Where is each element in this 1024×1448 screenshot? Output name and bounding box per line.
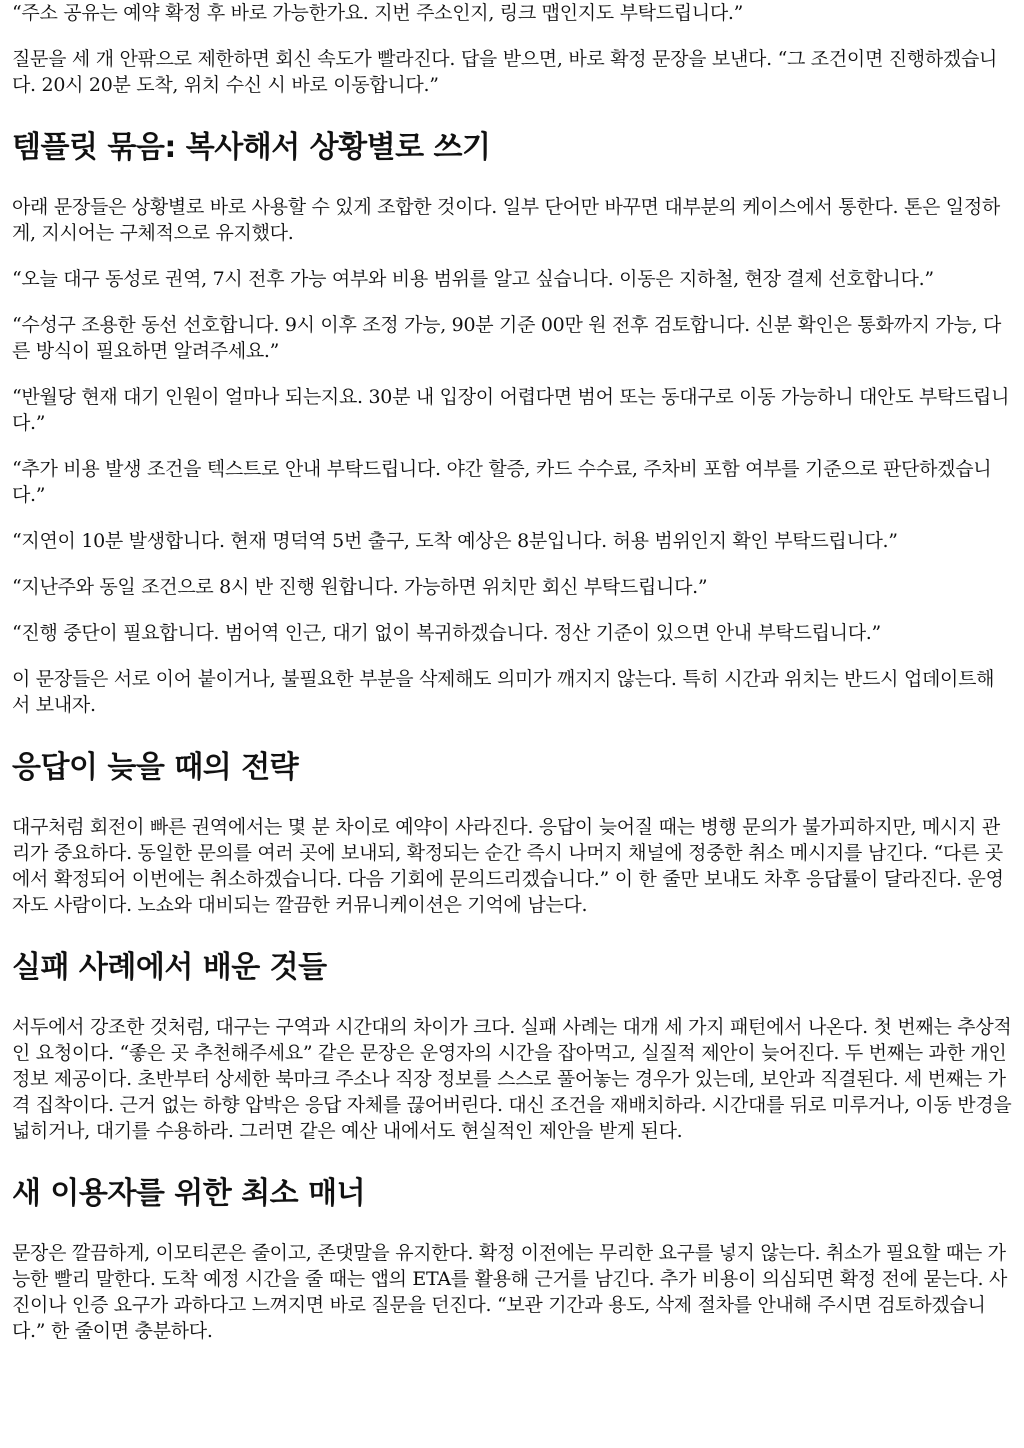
paragraph-templates-note: 이 문장들은 서로 이어 붙이거나, 불필요한 부분을 삭제해도 의미가 깨지지 않는다. 특히 시간과 위치는 반드시 업데이트해서 보내자. [12,668,995,716]
paragraph-templates-intro: 아래 문장들은 상황별로 바로 사용할 수 있게 조합한 것이다. 일부 단어만 바꾸면 대부분의 케이스에서 통한다. 톤은 일정하게, 지시어는 구체적으로 유지했다. [12,196,1000,244]
paragraph-failure-cases: 서두에서 강조한 것처럼, 대구는 구역과 시간대의 차이가 크다. 실패 사례는 대개 세 가지 패턴에서 나온다. 첫 번째는 추상적인 요청이다. “좋은 곳 추천해주세요” 같은 문장은 운영자의 시간을 잡아먹고, 실질적 제안이 늦어진다. 두 번째는 과한 개인정보 제공이다. 초반부터 상세한 북마크 주소나 직장 정보를 스스로 풀어놓는 경우가 있는데, 보안과 직결된다. 세 번째는 가격 집착이다. 근거 없는 하향 압박은 응답 자체를 끊어버린다. 대신 조건을 재배치하라. 시간대를 뒤로 미루거나, 이동 반경을 넓히거나, 대기를 수용하라. 그러면 같은 예산 내에서도 현실적인 제안을 받게 된다. [12,1016,1012,1142]
paragraph-limit-questions: 질문을 세 개 안팎으로 제한하면 회신 속도가 빨라진다. 답을 받으면, 바로 확정 문장을 보낸다. “그 조건이면 진행하겠습니다. 20시 20분 도착, 위치 수신 시 바로 이동합니다.” [12,48,998,96]
paragraph-address-request: “주소 공유는 예약 확정 후 바로 가능한가요. 지번 주소인지, 링크 맵인지도 부탁드립니다.” [12,2,744,24]
template-delay: “지연이 10분 발생합니다. 현재 명덕역 5번 출구, 도착 예상은 8분입니다. 허용 범위인지 확인 부탁드립니다.” [12,530,898,552]
heading-templates: 템플릿 묶음: 복사해서 상황별로 쓰기 [12,130,491,165]
template-dongseongro: “오늘 대구 동성로 권역, 7시 전후 가능 여부와 비용 범위를 알고 싶습니다. 이동은 지하철, 현장 결제 선호합니다.” [12,268,934,290]
template-suseong: “수성구 조용한 동선 선호합니다. 9시 이후 조정 가능, 90분 기준 00만 원 전후 검토합니다. 신분 확인은 통화까지 가능, 다른 방식이 필요하면 알려주세요.” [12,314,1002,362]
template-repeat: “지난주와 동일 조건으로 8시 반 진행 원합니다. 가능하면 위치만 회신 부탁드립니다.” [12,576,708,598]
heading-failure-cases: 실패 사례에서 배운 것들 [12,950,327,985]
paragraph-slow-response: 대구처럼 회전이 빠른 권역에서는 몇 분 차이로 예약이 사라진다. 응답이 늦어질 때는 병행 문의가 불가피하지만, 메시지 관리가 중요하다. 동일한 문의를 여러 곳에 보내되, 확정되는 순간 즉시 나머지 채널에 정중한 취소 메시지를 남긴다. “다른 곳에서 확정되어 이번에는 취소하겠습니다. 다음 기회에 문의드리겠습니다.” 이 한 줄만 보내도 차후 응답률이 달라진다. 운영자도 사람이다. 노쇼와 대비되는 깔끔한 커뮤니케이션은 기억에 남는다. [12,816,1004,916]
paragraph-manners: 문장은 깔끔하게, 이모티콘은 줄이고, 존댓말을 유지한다. 확정 이전에는 무리한 요구를 넣지 않는다. 취소가 필요할 때는 가능한 빨리 말한다. 도착 예정 시간을 줄 때는 앱의 ETA를 활용해 근거를 남긴다. 추가 비용이 의심되면 확정 전에 묻는다. 사진이나 인증 요구가 과하다고 느껴지면 바로 질문을 던진다. “보관 기간과 용도, 삭제 절차를 안내해 주시면 검토하겠습니다.” 한 줄이면 충분하다. [12,1242,1008,1342]
template-cancel: “진행 중단이 필요합니다. 범어역 인근, 대기 없이 복귀하겠습니다. 정산 기준이 있으면 안내 부탁드립니다.” [12,622,881,644]
template-banwoldang: “반월당 현재 대기 인원이 얼마나 되는지요. 30분 내 입장이 어렵다면 범어 또는 동대구로 이동 가능하니 대안도 부탁드립니다.” [12,386,1010,434]
template-extra-cost: “추가 비용 발생 조건을 텍스트로 안내 부탁드립니다. 야간 할증, 카드 수수료, 주차비 포함 여부를 기준으로 판단하겠습니다.” [12,458,992,506]
heading-slow-response: 응답이 늦을 때의 전략 [12,750,299,785]
heading-manners: 새 이용자를 위한 최소 매너 [12,1176,366,1211]
